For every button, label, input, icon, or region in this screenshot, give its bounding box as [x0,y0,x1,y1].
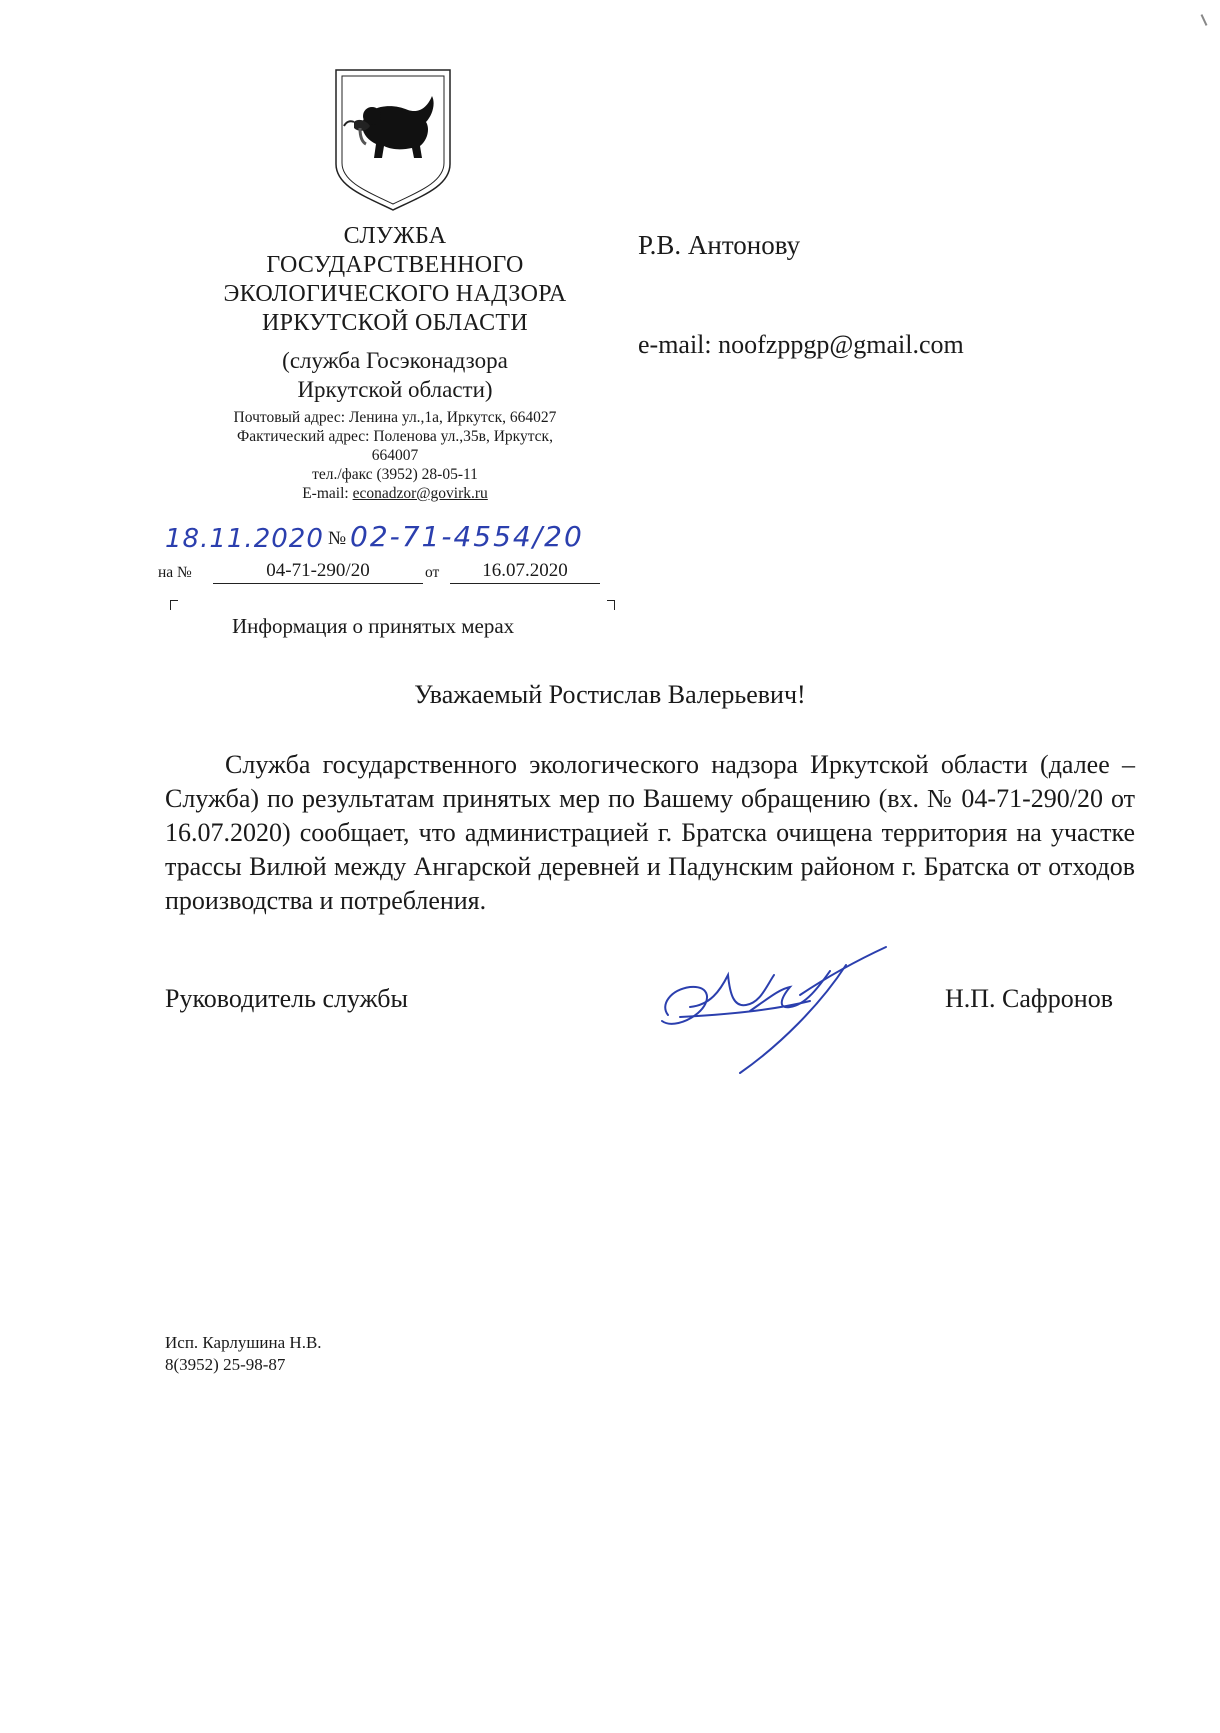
subject-bracket-left [170,600,178,610]
number-label: № [328,528,347,549]
org-name-line: ИРКУТСКОЙ ОБЛАСТИ [262,310,528,336]
subject-bracket-right [607,600,615,610]
reference-label: на № [158,564,192,581]
org-email-line [170,484,620,503]
org-letterhead [170,222,620,503]
postal-address: Почтовый адрес: Ленина ул.,1а, Иркутск, 664027 [233,409,557,426]
recipient-email: e-mail: noofzppgp@gmail.com [638,330,964,359]
reference-date-label: от [425,564,440,581]
org-name-line: ЭКОЛОГИЧЕСКОГО НАДЗОРА [223,281,567,307]
actual-address-zip: 664007 [371,447,419,464]
org-name-line: ГОСУДАРСТВЕННОГО [266,252,524,278]
reference-date: 16.07.2020 [450,560,600,584]
org-short-name-line: (служба Госэконадзора [282,348,508,373]
handwritten-date: 18.11.2020 [165,524,324,554]
phone-fax: тел./факс (3952) 28-05-11 [312,466,478,483]
signer-position: Руководитель службы [165,984,408,1013]
signer-name: Н.П. Сафронов [945,984,1113,1013]
handwritten-outgoing-number: 02-71-4554/20 [350,520,584,553]
org-email-label: E-mail: [302,485,353,502]
handwritten-signature-icon [650,935,925,1080]
executor-phone: 8(3952) 25-98-87 [165,1355,286,1374]
executor-info [165,1332,322,1376]
coat-of-arms-icon [332,66,454,214]
org-short-name-line: Иркутской области) [297,377,493,402]
reference-number: 04-71-290/20 [213,560,423,584]
letter-body: Служба государственного экологического надзора Иркутской области (далее – Служба) по результатам принятых мер по Вашему обращению (вх. № 04-71-290/20 от 16.07.2020) сообщает, что администрацией г. Братска очищена территория на участке трассы Вилюй между Ангарской деревней и Падунским районом г. Братска от отходов производства и потребления. [165,750,1135,915]
actual-address: Фактический адрес: Поленова ул.,35в, Иркутск, [237,428,553,445]
letter-subject: Информация о принятых мерах [232,614,515,638]
executor-name: Исп. Карлушина Н.В. [165,1333,322,1352]
greeting: Уважаемый Ростислав Валерьевич! [414,680,806,709]
org-name-line: СЛУЖБА [343,223,447,249]
scan-artifact [1201,14,1208,26]
recipient-name: Р.В. Антонову [638,230,801,260]
org-email-link[interactable]: econadzor@govirk.ru [352,485,488,502]
